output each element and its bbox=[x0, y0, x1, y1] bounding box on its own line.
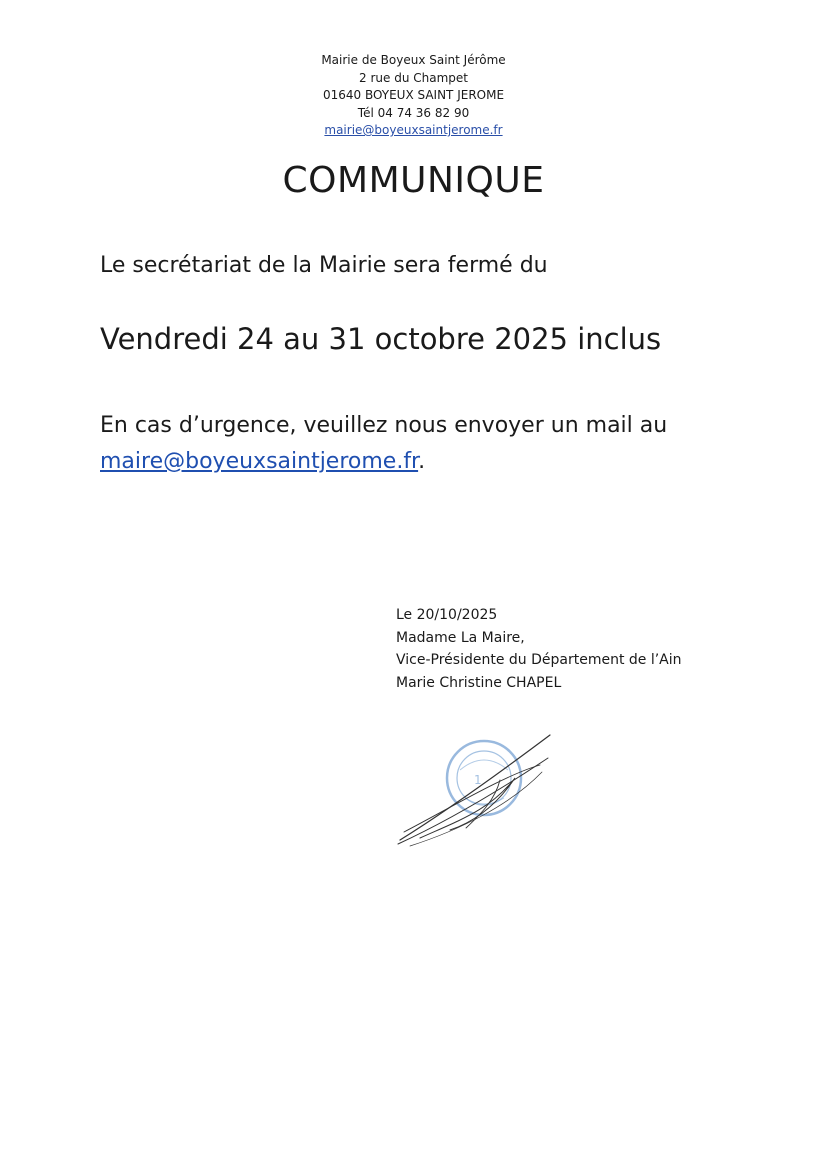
letterhead bbox=[0, 52, 827, 140]
handwritten-signature-icon bbox=[398, 735, 550, 846]
street-address: 2 rue du Champet bbox=[359, 70, 468, 85]
phone-number: Tél 04 74 36 82 90 bbox=[357, 105, 470, 120]
official-stamp-icon bbox=[447, 741, 521, 815]
signer-title: Vice-Présidente du Département de l’Ain bbox=[396, 652, 682, 668]
signature-block bbox=[396, 604, 682, 694]
page-title: COMMUNIQUE bbox=[282, 160, 545, 201]
org-name: Mairie de Boyeux Saint Jérôme bbox=[321, 53, 506, 67]
closure-dates: Vendredi 24 au 31 octobre 2025 inclus bbox=[100, 322, 662, 356]
signer-role: Madame La Maire, bbox=[396, 629, 525, 646]
city-address: 01640 BOYEUX SAINT JEROME bbox=[322, 88, 505, 102]
urgency-notice bbox=[100, 408, 667, 480]
sentence-period: . bbox=[418, 449, 426, 474]
signer-name: Marie Christine CHAPEL bbox=[396, 674, 562, 691]
svg-text:1: 1 bbox=[474, 773, 482, 787]
contact-email-link[interactable]: maire@boyeuxsaintjerome.fr bbox=[100, 449, 419, 474]
header-email-link[interactable]: mairie@boyeuxsaintjerome.fr bbox=[324, 123, 503, 137]
closure-notice: Le secrétariat de la Mairie sera fermé du bbox=[100, 253, 548, 278]
stamp-and-signature-icon bbox=[380, 720, 580, 860]
signature-date: Le 20/10/2025 bbox=[396, 607, 498, 623]
urgency-text: En cas d’urgence, veuillez nous envoyer un mail au bbox=[100, 413, 668, 438]
